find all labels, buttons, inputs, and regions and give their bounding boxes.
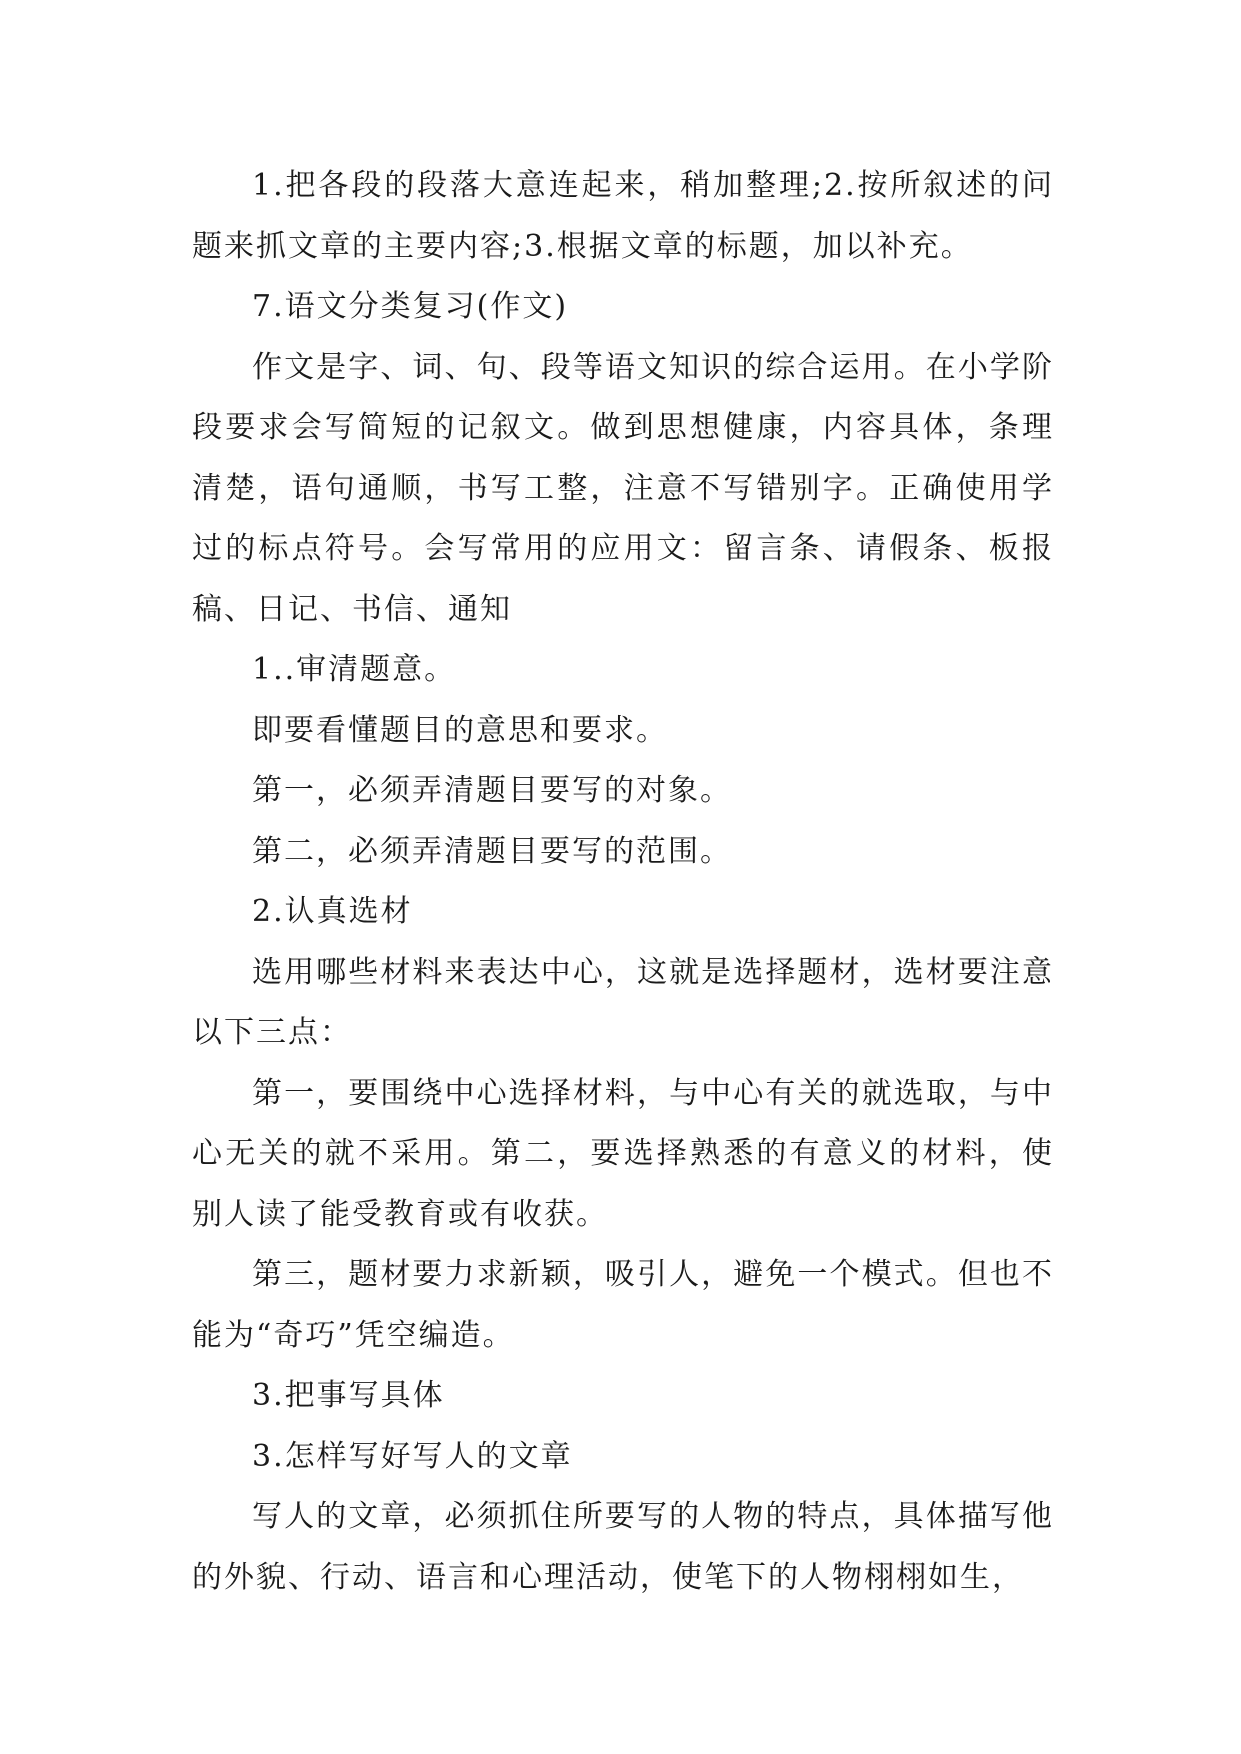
- list-item: 第二，必须弄清题目要写的范围。: [252, 833, 732, 869]
- section-heading: 7.语文分类复习(作文): [252, 289, 569, 324]
- paragraph: 第三，题材要力求新颖，吸引人，避免一个模式。但也不能为“奇巧”凭空编造。: [192, 1257, 1054, 1353]
- paragraph: 作文是字、词、句、段等语文知识的综合运用。在小学阶段要求会写简短的记叙文。做到思想健康，内容具体，条理清楚，语句通顺，书写工整，注意不写错别字。正确使用学过的标点符号。会写常用的应用文：留言条、请假条、板报稿、日记、书信、通知: [192, 349, 1054, 627]
- list-item: 3.怎样写好写人的文章: [252, 1438, 573, 1474]
- paragraph: 第一，要围绕中心选择材料，与中心有关的就选取，与中心无关的就不采用。第二，要选择熟悉的有意义的材料，使别人读了能受教育或有收获。: [192, 1075, 1054, 1232]
- list-item: 3.把事写具体: [252, 1378, 445, 1413]
- paragraph: 即要看懂题目的意思和要求。: [252, 712, 668, 748]
- document-body: [192, 156, 1054, 1608]
- list-item: 2.认真选材: [252, 894, 413, 929]
- paragraph: 选用哪些材料来表达中心，这就是选择题材，选材要注意以下三点：: [192, 954, 1054, 1050]
- list-item: 1..审清题意。: [252, 652, 457, 687]
- paragraph: 写人的文章，必须抓住所要写的人物的特点，具体描写他的外貌、行动、语言和心理活动，使笔下的人物栩栩如生，: [192, 1499, 1054, 1595]
- paragraph: 1.把各段的段落大意连起来，稍加整理;2.按所叙述的问题来抓文章的主要内容;3.根据文章的标题，加以补充。: [192, 168, 1054, 264]
- list-item: 第一，必须弄清题目要写的对象。: [252, 773, 732, 808]
